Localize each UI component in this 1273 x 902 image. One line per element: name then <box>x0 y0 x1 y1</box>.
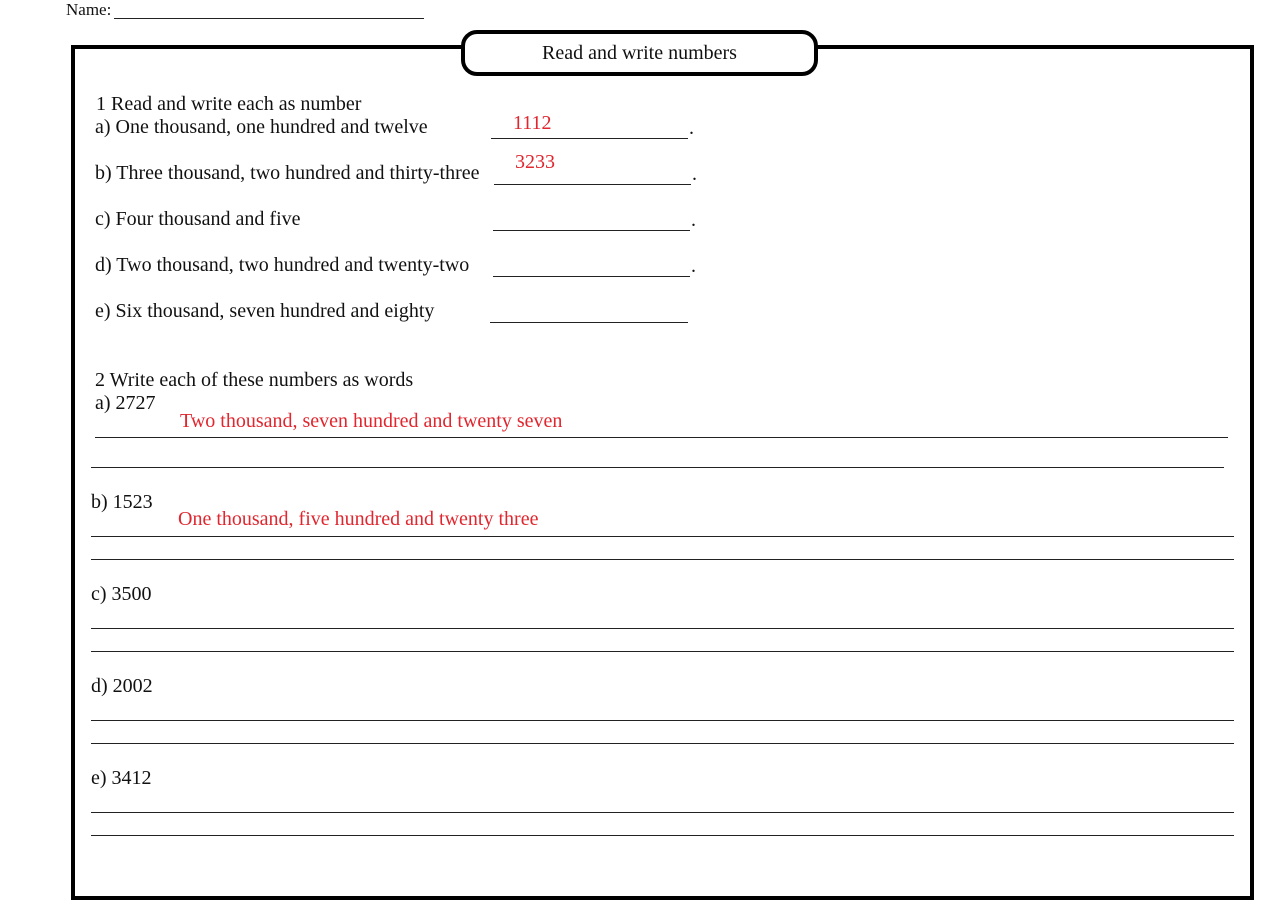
section2-item-b-label: b) 1523 <box>91 491 153 513</box>
section2-item-c-label: c) 3500 <box>91 583 152 605</box>
section2-item-a-answer: Two thousand, seven hundred and twenty seven <box>180 410 563 432</box>
section2-item-e-line-2[interactable] <box>91 835 1234 836</box>
section2-heading: 2 Write each of these numbers as words <box>95 369 414 391</box>
section2-item-a-line-2[interactable] <box>91 467 1224 468</box>
section2-item-d-line-2[interactable] <box>91 743 1234 744</box>
section1-heading: 1 Read and write each as number <box>96 93 362 115</box>
section1-item-d-terminator: . <box>691 255 696 277</box>
section2-item-c-line-2[interactable] <box>91 651 1234 652</box>
section1-item-d-label: d) Two thousand, two hundred and twenty-two <box>95 254 470 276</box>
worksheet-title: Read and write numbers <box>542 41 737 64</box>
section2-item-b-answer: One thousand, five hundred and twenty three <box>178 508 539 530</box>
section1-item-e-label: e) Six thousand, seven hundred and eighty <box>95 300 435 322</box>
section1-item-a-answer: 1112 <box>513 112 552 134</box>
worksheet-title-box <box>461 30 818 76</box>
section2-item-b-line-1[interactable] <box>91 536 1234 537</box>
section2-item-a-label: a) 2727 <box>95 392 156 414</box>
section1-item-a-label: a) One thousand, one hundred and twelve <box>95 116 428 138</box>
section1-item-e-answer-line[interactable] <box>490 322 688 323</box>
section1-item-b-answer-line[interactable] <box>494 184 691 185</box>
name-field[interactable] <box>114 18 424 19</box>
section1-item-c-answer-line[interactable] <box>493 230 690 231</box>
section1-item-a-terminator: . <box>689 117 694 139</box>
section2-item-b-line-2[interactable] <box>91 559 1234 560</box>
section1-item-b-terminator: . <box>692 163 697 185</box>
section1-item-c-label: c) Four thousand and five <box>95 208 301 230</box>
section1-item-d-answer-line[interactable] <box>493 276 690 277</box>
section2-item-d-line-1[interactable] <box>91 720 1234 721</box>
section2-item-d-label: d) 2002 <box>91 675 153 697</box>
section1-item-c-terminator: . <box>691 209 696 231</box>
section2-item-e-line-1[interactable] <box>91 812 1234 813</box>
section1-item-a-answer-line[interactable] <box>491 138 688 139</box>
section2-item-a-line-1[interactable] <box>95 437 1228 438</box>
section1-item-b-answer: 3233 <box>515 151 555 173</box>
name-label: Name: <box>66 0 112 19</box>
section1-item-b-label: b) Three thousand, two hundred and thirty-three <box>95 162 480 184</box>
section2-item-c-line-1[interactable] <box>91 628 1234 629</box>
section2-item-e-label: e) 3412 <box>91 767 152 789</box>
